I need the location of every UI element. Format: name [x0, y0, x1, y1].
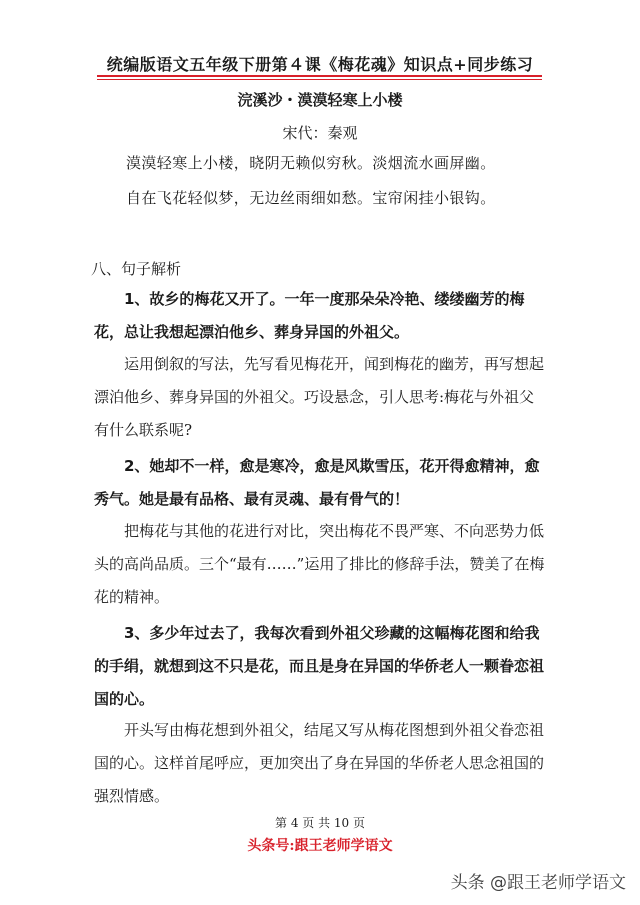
analysis-3-text: 开头写由梅花想到外祖父，结尾又写从梅花图想到外祖父眷恋祖国的心。这样首尾呼应，更加突出了身在异国的华侨老人思念祖国的强烈情感。 [94, 721, 545, 805]
analysis-2 [94, 515, 546, 614]
document-header-title: 统编版语文五年级下册第４课《梅花魂》知识点+同步练习 [106, 55, 534, 74]
analysis-3 [94, 714, 546, 813]
section-heading: 八、句子解析 [91, 260, 182, 278]
sentence-2 [94, 450, 546, 516]
poem-line-2: 自在飞花轻似梦，无边丝雨细如愁。宝帘闲挂小银钩。 [126, 189, 496, 207]
poem-author: 宋代：秦观 [282, 124, 358, 142]
sentence-2-text: 2、她却不一样，愈是寒冷，愈是风欺雪压，花开得愈精神，愈秀气。她是最有品格、最有灵魂、最有骨气的！ [94, 457, 540, 508]
sentence-3-text: 3、多少年过去了，我每次看到外祖父珍藏的这幅梅花图和给我的手绢，就想到这不只是花，而且是身在异国的华侨老人一颗眷恋祖国的心。 [94, 624, 545, 708]
poem-line-1: 漠漠轻寒上小楼，晓阴无赖似穷秋。淡烟流水画屏幽。 [126, 154, 496, 172]
watermark: 头条 @跟王老师学语文 [450, 873, 626, 893]
page-number: 第 4 页 共 10 页 [275, 816, 365, 830]
sentence-3 [94, 617, 546, 716]
footer-brand: 头条号:跟王老师学语文 [247, 838, 393, 854]
sentence-1 [94, 283, 546, 349]
sentence-1-text: 1、故乡的梅花又开了。一年一度那朵朵冷艳、缕缕幽芳的梅花，总让我想起漂泊他乡、葬身异国的外祖父。 [94, 290, 525, 341]
header-divider-thin [97, 79, 542, 80]
analysis-1 [94, 348, 546, 447]
analysis-2-text: 把梅花与其他的花进行对比，突出梅花不畏严寒、不向恶势力低头的高尚品质。三个“最有……”运用了排比的修辞手法，赞美了在梅花的精神。 [94, 522, 545, 606]
header-divider [97, 75, 542, 77]
poem-title: 浣溪沙・漠漠轻寒上小楼 [237, 91, 403, 109]
analysis-1-text: 运用倒叙的写法，先写看见梅花开，闻到梅花的幽芳，再写想起漂泊他乡、葬身异国的外祖父。巧设悬念，引人思考:梅花与外祖父有什么联系呢? [94, 355, 545, 439]
